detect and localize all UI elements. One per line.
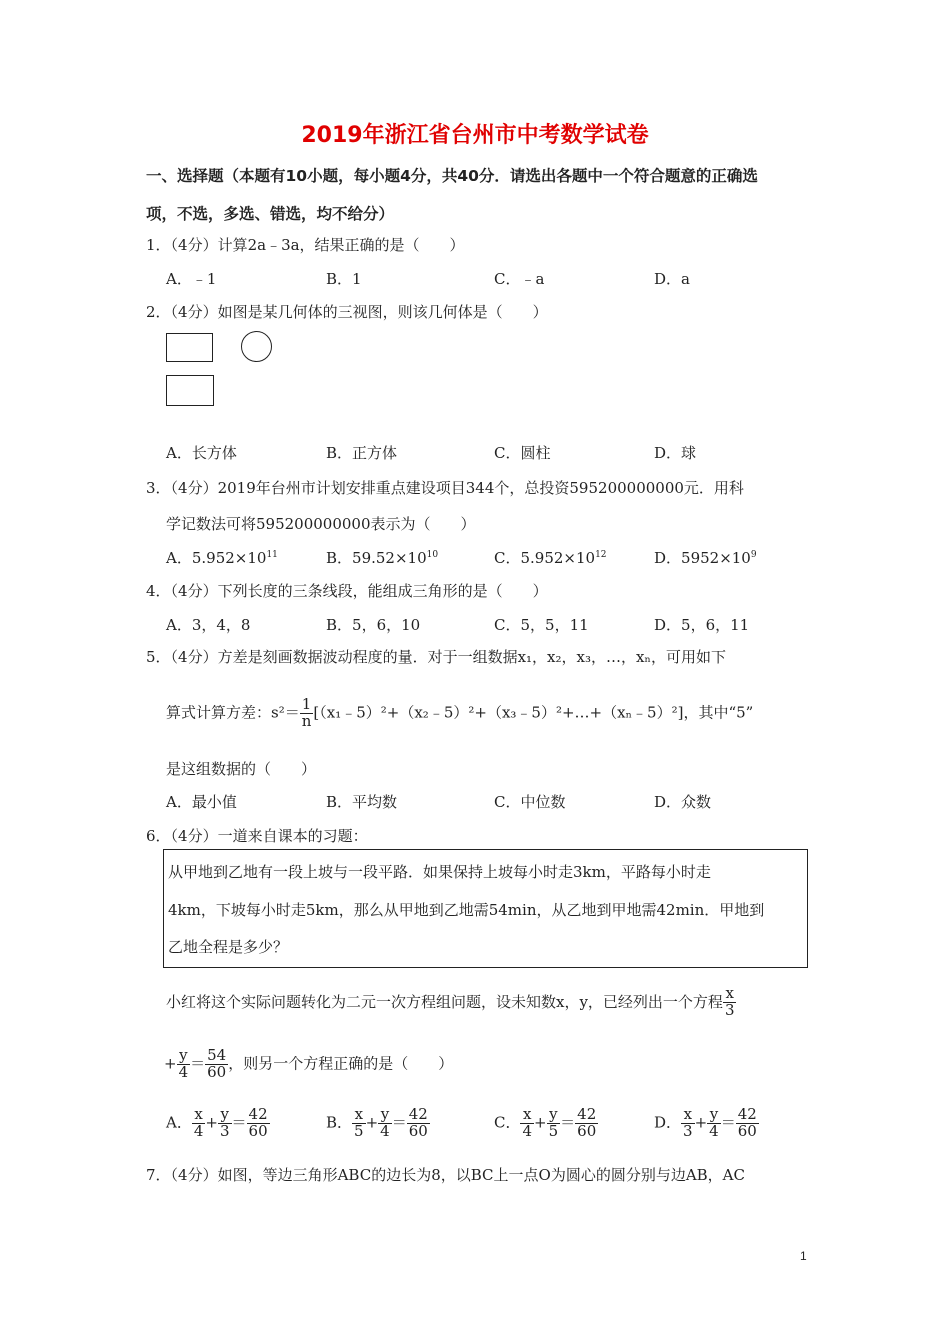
side-view-rectangle: [166, 375, 214, 406]
eq-fraction-x-3: $\frac{x}{3}$: [724, 984, 735, 1019]
q3-option-a: A．$5.952\times 10^{11}$: [166, 549, 278, 567]
q4-option-a: A．3，4，8: [166, 616, 251, 634]
q5-option-a: A．最小值: [166, 793, 237, 811]
section-heading-line2: 项，不选，多选、错选，均不给分）: [146, 205, 395, 223]
question-2-stem: 2．（4分）如图是某几何体的三视图，则该几何体是（ ）: [146, 303, 548, 321]
q1-option-a: A．﹣1: [166, 270, 217, 288]
q1-option-b: B．1: [326, 270, 362, 288]
q3-option-d: D．$5952\times 10^9$: [654, 549, 757, 567]
question-3-line1: 3．（4分）2019年台州市计划安排重点建设项目344个，总投资595200000000元．用科: [146, 479, 744, 497]
q1-option-c: C．﹣a: [494, 270, 545, 288]
eq-fraction-54-60: $\frac{54}{60}$: [207, 1046, 227, 1081]
question-5-line3: 是这组数据的（ ）: [166, 760, 317, 778]
question-6-line4: 小红将这个实际问题转化为二元一次方程组问题，设未知数x，y，已经列出一个方程 $\frac{x}{3}$: [166, 984, 735, 1019]
eq-fraction-y-4: $\frac{y}{4}$: [178, 1046, 189, 1081]
q2-option-c: C．圆柱: [494, 444, 551, 462]
q4-option-c: C．5，5，11: [494, 616, 589, 634]
q2-option-d: D．球: [654, 444, 697, 462]
one-over-n-fraction: $\frac{1}{n}$: [301, 695, 312, 730]
q3-option-c: C．$5.952\times 10^{12}$: [494, 549, 607, 567]
q5-option-d: D．众数: [654, 793, 712, 811]
front-view-rectangle: [166, 333, 213, 362]
question-5-formula: 算式计算方差：s²＝ $\frac{1}{n}$ [（x₁﹣5）²+（x₂﹣5）²+（x₃﹣5）²+…+（xₙ﹣5）²]，其中“5”: [166, 695, 754, 730]
top-view-circle: [241, 331, 272, 362]
question-5-line1: 5．（4分）方差是刻画数据波动程度的量．对于一组数据x₁，x₂，x₃，…，xₙ，可用如下: [146, 648, 726, 666]
q6-option-d: D． $\frac{x}{3}$ + $\frac{y}{4}$ ＝ $\frac{42}{60}$: [654, 1105, 757, 1140]
question-6-line5: + $\frac{y}{4}$ ＝ $\frac{54}{60}$ ，则另一个方程正确的是（ ）: [164, 1046, 454, 1081]
question-3-line2: 学记数法可将595200000000表示为（ ）: [166, 515, 476, 533]
q4-option-b: B．5，6，10: [326, 616, 421, 634]
q5-option-b: B．平均数: [326, 793, 398, 811]
q2-option-a: A．长方体: [166, 444, 237, 462]
box-line-3: 乙地全程是多少？: [168, 938, 289, 956]
q6-option-b: B． $\frac{x}{5}$ + $\frac{y}{4}$ ＝ $\frac{42}{60}$: [326, 1105, 428, 1140]
section-heading-line1: 一、选择题（本题有10小题，每小题4分，共40分．请选出各题中一个符合题意的正确选: [146, 167, 758, 185]
page-number: 1: [800, 1249, 807, 1263]
box-line-2: 4km，下坡每小时走5km，那么从甲地到乙地需54min，从乙地到甲地需42min．甲地到: [168, 901, 765, 919]
q6-option-a: A． $\frac{x}{4}$ + $\frac{y}{3}$ ＝ $\frac{42}{60}$: [166, 1105, 268, 1140]
q1-option-d: D．a: [654, 270, 690, 288]
question-7-stem: 7．（4分）如图，等边三角形ABC的边长为8，以BC上一点O为圆心的圆分别与边AB，AC: [146, 1166, 745, 1184]
q2-option-b: B．正方体: [326, 444, 398, 462]
question-6-stem: 6．（4分）一道来自课本的习题：: [146, 827, 368, 845]
q5-option-c: C．中位数: [494, 793, 566, 811]
page-title: 2019年浙江省台州市中考数学试卷: [301, 123, 649, 148]
question-4-stem: 4．（4分）下列长度的三条线段，能组成三角形的是（ ）: [146, 582, 548, 600]
q3-option-b: B．$59.52\times 10^{10}$: [326, 549, 439, 567]
question-1-stem: 1．（4分）计算2a﹣3a，结果正确的是（ ）: [146, 236, 465, 254]
box-line-1: 从甲地到乙地有一段上坡与一段平路．如果保持上坡每小时走3km，平路每小时走: [168, 863, 711, 881]
q4-option-d: D．5，6，11: [654, 616, 750, 634]
q6-option-c: C． $\frac{x}{4}$ + $\frac{y}{5}$ ＝ $\frac{42}{60}$: [494, 1105, 597, 1140]
